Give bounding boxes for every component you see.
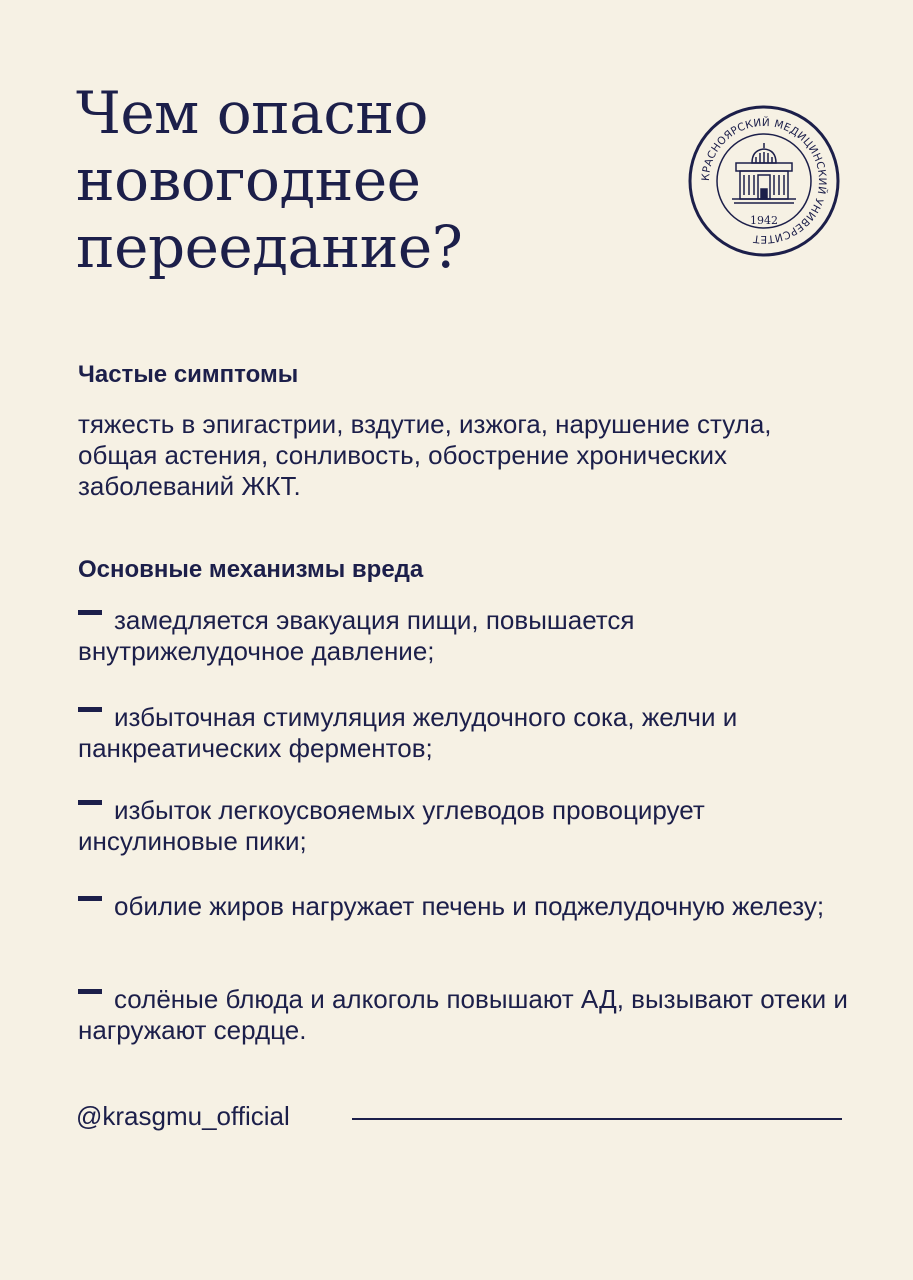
list-item: солёные блюда и алкоголь повышают АД, вызывают отеки и нагружают сердце.	[78, 984, 848, 1045]
university-logo	[688, 105, 840, 257]
title-line-3: переедание?	[76, 213, 463, 281]
mechanisms-heading: Основные механизмы вреда	[78, 556, 424, 583]
list-item: обилие жиров нагружает печень и поджелудочную железу;	[78, 891, 848, 922]
dash-bullet	[78, 610, 102, 615]
dash-bullet	[78, 800, 102, 805]
list-item: избыточная стимуляция желудочного сока, желчи и панкреатических ферментов;	[78, 702, 738, 763]
logo-year: 1942	[750, 214, 778, 227]
symptoms-text: тяжесть в эпигастрии, вздутие, изжога, нарушение стула, общая астения, сонливость, обострение хронических заболеваний ЖКТ.	[78, 409, 772, 501]
list-item: избыток легкоусвояемых углеводов провоцирует инсулиновые пики;	[78, 795, 705, 856]
page-title	[76, 80, 636, 281]
footer-divider	[352, 1118, 842, 1120]
logo-ring-text: КРАСНОЯРСКИЙ МЕДИЦИНСКИЙ УНИВЕРСИТЕТ	[699, 116, 829, 246]
social-handle: @krasgmu_official	[76, 1101, 290, 1131]
building-icon	[732, 143, 796, 203]
dash-bullet	[78, 896, 102, 901]
title-line-2: новогоднее	[76, 146, 421, 214]
symptoms-heading: Частые симптомы	[78, 361, 299, 388]
title-line-1: Чем опасно	[76, 79, 428, 147]
dash-bullet	[78, 989, 102, 994]
list-item: замедляется эвакуация пищи, повышается внутрижелудочное давление;	[78, 605, 635, 666]
dash-bullet	[78, 707, 102, 712]
